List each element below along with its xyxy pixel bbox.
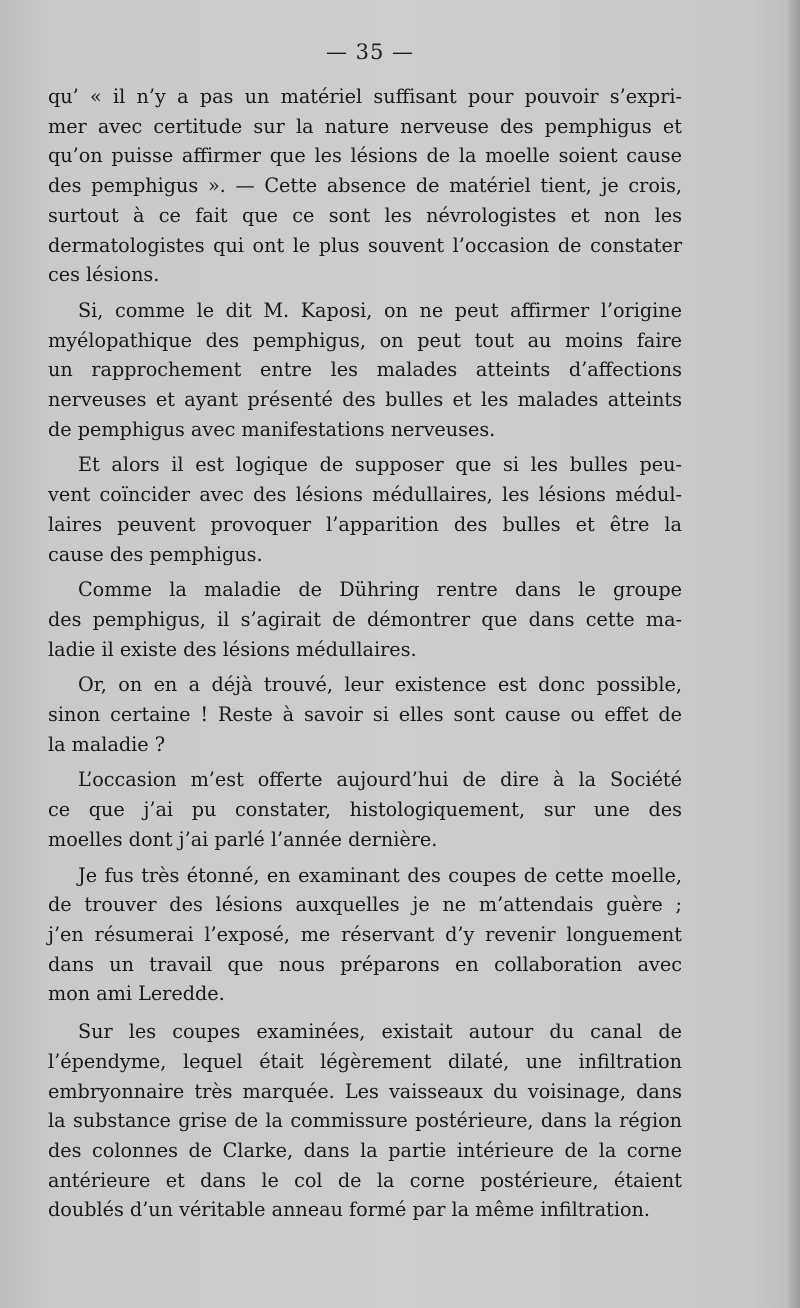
paragraph — [48, 575, 682, 664]
paragraph — [48, 765, 682, 854]
text-line: dermatologistes qui ont le plus souvent l’occasion de constater — [48, 233, 682, 257]
text-line: embryonnaire très marquée. Les vaisseaux du voisinage, dans — [48, 1079, 682, 1103]
text-line: Sur les coupes examinées, existait autour du canal de — [78, 1020, 682, 1044]
text-line: Comme la maladie de Dühring rentre dans le groupe — [78, 578, 682, 602]
paragraph — [48, 1017, 682, 1225]
text-line: Si, comme le dit M. Kaposi, on ne peut affirmer l’origine — [78, 298, 682, 322]
paragraph — [48, 670, 682, 759]
text-line: doublés d’un véritable anneau formé par la même infiltration. — [48, 1198, 650, 1222]
text-line: de pemphigus avec manifestations nerveuses. — [48, 417, 496, 441]
text-line: Je fus très étonné, en examinant des coupes de cette moelle, — [78, 863, 682, 887]
paragraph — [48, 861, 682, 1010]
text-line: la maladie ? — [48, 732, 166, 756]
paragraph — [48, 450, 682, 569]
text-line: ladie il existe des lésions médullaires. — [48, 637, 417, 661]
text-line: des pemphigus ». — Cette absence de matériel tient, je crois, — [48, 174, 682, 198]
text-line: ces lésions. — [48, 263, 160, 287]
text-line: surtout à ce fait que ce sont les névrologistes et non les — [48, 203, 682, 227]
page-number: — 35 — — [325, 40, 415, 64]
text-line: mer avec certitude sur la nature nerveuse des pemphigus et — [48, 114, 682, 138]
paragraph — [48, 82, 682, 290]
page-edge-shadow — [788, 0, 800, 1308]
text-line: nerveuses et ayant présenté des bulles et les malades atteints — [48, 388, 682, 412]
text-line: un rapprochement entre les malades atteints d’affections — [48, 358, 682, 382]
text-line: vent coïncider avec des lésions médullaires, les lésions médul- — [48, 483, 682, 507]
text-line: myélopathique des pemphigus, on peut tout au moins faire — [48, 328, 682, 352]
text-line: antérieure et dans le col de la corne postérieure, étaient — [48, 1168, 682, 1192]
text-line: j’en résumerai l’exposé, me réservant d’y revenir longuement — [48, 922, 682, 946]
text-line: des colonnes de Clarke, dans la partie intérieure de la corne — [48, 1138, 682, 1162]
paragraph — [48, 296, 682, 445]
text-line: des pemphigus, il s’agirait de démontrer que dans cette ma- — [48, 607, 682, 631]
text-line: laires peuvent provoquer l’apparition des bulles et être la — [48, 512, 682, 536]
text-line: moelles dont j’ai parlé l’année dernière. — [48, 827, 438, 851]
text-line: de trouver des lésions auxquelles je ne m’attendais guère ; — [48, 893, 682, 917]
text-line: cause des pemphigus. — [48, 542, 263, 566]
body-text — [48, 82, 682, 1231]
text-line: L’occasion m’est offerte aujourd’hui de dire à la Société — [78, 768, 682, 792]
text-line: qu’on puisse affirmer que les lésions de la moelle soient cause — [48, 144, 682, 168]
text-line: la substance grise de la commissure postérieure, dans la région — [48, 1109, 682, 1133]
text-line: sinon certaine ! Reste à savoir si elles sont cause ou effet de — [48, 703, 682, 727]
text-line: ce que j’ai pu constater, histologiquement, sur une des — [48, 798, 682, 822]
text-line: Et alors il est logique de supposer que si les bulles peu- — [78, 453, 682, 477]
text-line: Or, on en a déjà trouvé, leur existence est donc possible, — [78, 673, 682, 697]
text-line: qu’ « il n’y a pas un matériel suffisant pour pouvoir s’expri- — [48, 85, 682, 108]
text-line: dans un travail que nous préparons en collaboration avec — [48, 952, 682, 976]
text-line: l’épendyme, lequel était légèrement dilaté, une infiltration — [48, 1049, 682, 1073]
text-line: mon ami Leredde. — [48, 982, 225, 1006]
